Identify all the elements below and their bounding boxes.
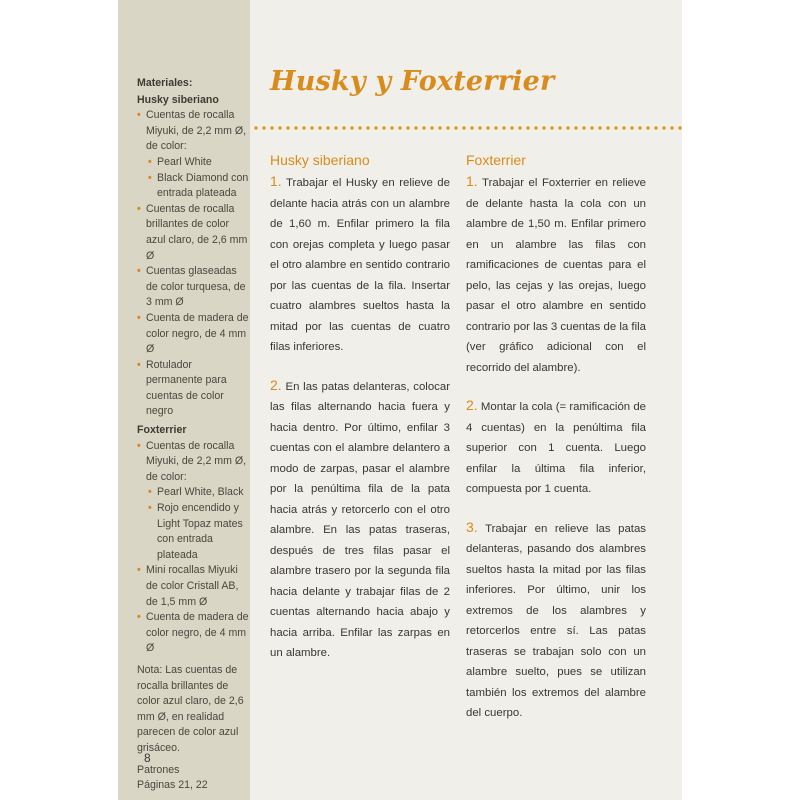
- instruction-step: [466, 171, 646, 378]
- foxterrier-materials-list: [137, 439, 249, 657]
- step-number: 2.: [270, 376, 282, 393]
- list-item: • Pearl White, Black: [148, 485, 249, 501]
- list-item: • Cuenta de madera de color negro, de 4 mm Ø: [137, 311, 249, 358]
- list-item: • Cuentas de rocalla Miyuki, de 2,2 mm Ø, de color: • Pearl White • Black Diamond con entrada plateada: [137, 108, 249, 202]
- step-number: 1.: [466, 173, 478, 189]
- list-item: • Pearl White: [148, 155, 249, 171]
- list-item: • Rojo encendido y Light Topaz mates con entrada plateada: [148, 501, 249, 563]
- foxterrier-instructions-column: [466, 150, 646, 741]
- step-number: 1.: [270, 173, 282, 189]
- step-number: 3.: [466, 518, 478, 535]
- husky-instructions-column: [270, 150, 450, 681]
- step-text: En las patas delanteras, colocar las filas alternando hacia fuera y hacia dentro. Por último, enfilar 3 cuentas con el alambre delantero a modo de zarpas, pasar el alambre por la penúltima fila de la pata hacia atrás y retorcerlo con el otro alambre. En las patas traseras, después de tres filas pasar el alambre trasero por la segunda fila hacia delante y trabajar filas de 2 cuentas alternando hacia abajo y hacia arriba. Enfilar las zarpas en un alambre.: [270, 380, 450, 659]
- patterns-pages: Páginas 21, 22: [137, 779, 208, 792]
- list-item: • Cuentas de rocalla Miyuki, de 2,2 mm Ø, de color: • Pearl White, Black • Rojo encendido y Light Topaz mates con entrada plateada: [137, 439, 249, 564]
- instruction-step: [270, 375, 450, 664]
- materials-heading: Materiales:: [137, 77, 193, 89]
- list-item: • Cuenta de madera de color negro, de 4 mm Ø: [137, 610, 249, 657]
- husky-colors-sublist: [146, 155, 249, 202]
- step-text: Montar la cola (= ramificación de 4 cuentas) en la penúltima fila superior con 1 cuenta. Luego enfilar la última fila inferior, compuesta por 1 cuenta.: [466, 401, 646, 495]
- list-item: • Cuentas glaseadas de color turquesa, de 3 mm Ø: [137, 264, 249, 311]
- list-item: • Mini rocallas Miyuki de color Cristall AB, de 1,5 mm Ø: [137, 563, 249, 610]
- husky-materials-heading: Husky siberiano: [137, 93, 219, 106]
- page-title: Husky y Foxterrier: [270, 66, 555, 97]
- step-text: Trabajar el Foxterrier en relieve de delante hasta la cola con un alambre de 1,50 m. Enfilar primero en un alambre las filas con ramificaciones de cuentas para el pelo, las cejas y las orejas, luego pasar el otro alambre en sentido contrario por las 3 cuentas de la fila (ver gráfico adicional con el recorrido del alambre).: [466, 177, 646, 374]
- list-item: • Cuentas de rocalla brillantes de color azul claro, de 2,6 mm Ø: [137, 202, 249, 264]
- foxterrier-materials-heading: Foxterrier: [137, 424, 187, 437]
- patterns-label: Patrones: [137, 763, 180, 776]
- instruction-step: [466, 517, 646, 724]
- foxterrier-colors-sublist: [146, 485, 249, 563]
- foxterrier-section-heading: Foxterrier: [466, 152, 526, 168]
- dotted-divider: [252, 125, 684, 131]
- instruction-step: [466, 395, 646, 500]
- husky-section-heading: Husky siberiano: [270, 152, 370, 168]
- materials-note: Nota: Las cuentas de rocalla brillantes de color azul claro, de 2,6 mm Ø, en realidad parecen de color azul grisáceo.: [137, 663, 244, 754]
- instruction-step: [270, 171, 450, 358]
- materials-sidebar: [137, 76, 249, 794]
- step-number: 2.: [466, 397, 478, 413]
- list-item: • Rotulador permanente para cuentas de color negro: [137, 358, 249, 420]
- husky-materials-list: [137, 108, 249, 420]
- step-text: Trabajar el Husky en relieve de delante hacia atrás con un alambre de 1,60 m. Enfilar primero la fila con orejas completa y luego pasar el otro alambre en sentido contrario por las cuentas de la fila. Insertar cuatro alambres sueltos hasta la mitad por las cuentas de cuatro filas inferiores.: [270, 177, 450, 353]
- page-number: 8: [144, 751, 151, 765]
- step-text: Trabajar en relieve las patas delanteras, pasando dos alambres sueltos hasta la mitad por las filas inferiores. Por último, unir los extremos de los alambres y retorcerlos entre sí. Las patas traseras se trabajan solo con un alambre suelto, pues se utilizan también los extremos del alambre del cuerpo.: [466, 522, 646, 719]
- list-item: • Black Diamond con entrada plateada: [148, 171, 249, 202]
